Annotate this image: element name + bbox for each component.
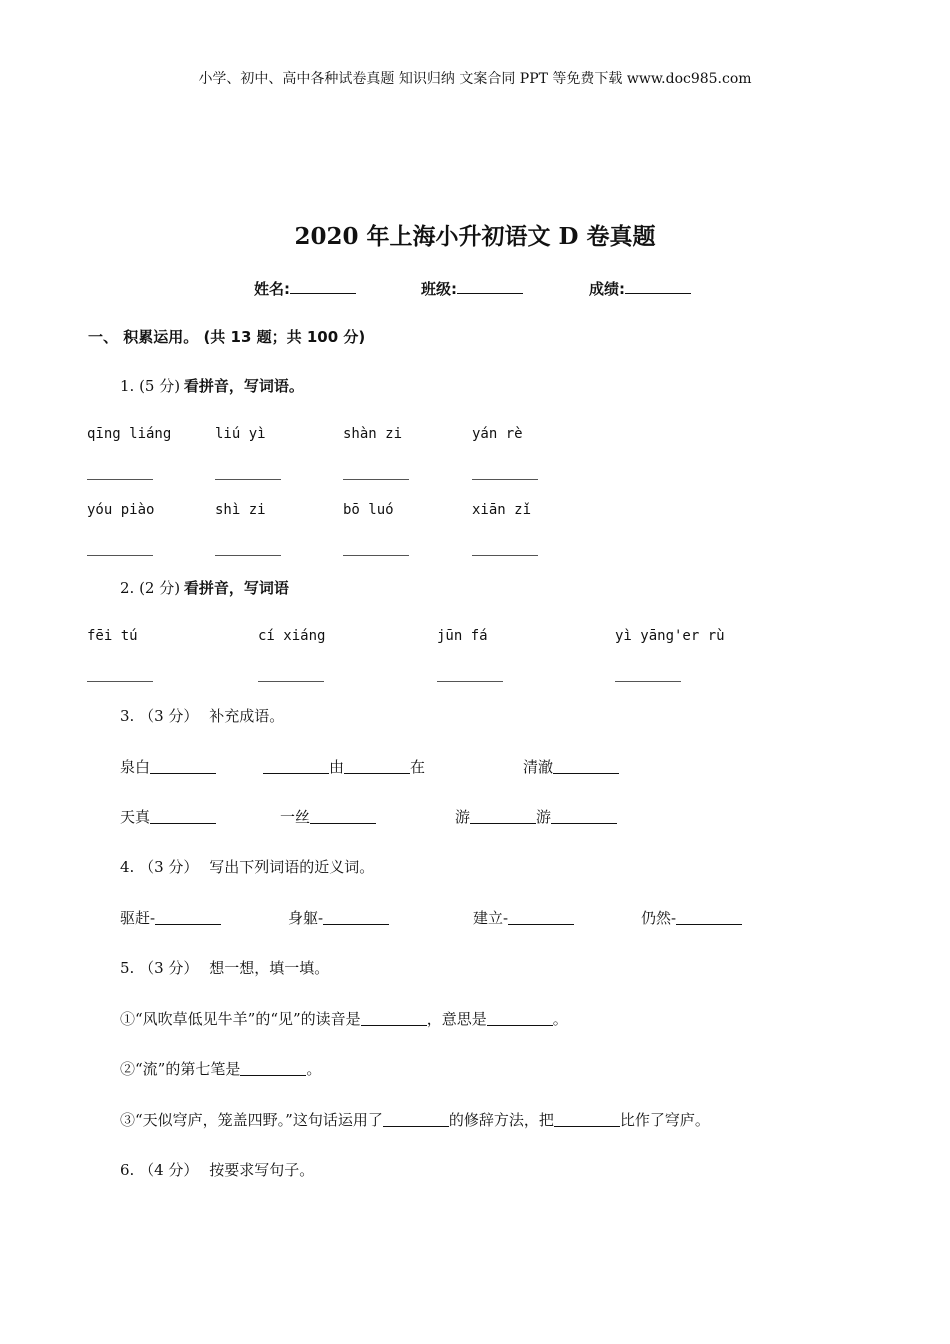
fill-line-3 — [120, 1109, 710, 1130]
answer-blank[interactable] — [554, 1125, 620, 1127]
pinyin-item: bō luó — [343, 502, 394, 518]
answer-blank[interactable] — [553, 772, 619, 774]
idiom-item — [120, 756, 216, 777]
fill-line-2 — [120, 1058, 321, 1079]
pinyin-item: yán rè — [472, 426, 523, 442]
question-1-heading — [120, 375, 304, 396]
question-6-heading — [120, 1159, 314, 1180]
pinyin-item: fēi tú — [87, 628, 138, 644]
idiom-text: 天真 — [120, 808, 151, 826]
answer-blank[interactable] — [215, 478, 281, 480]
pinyin-item: shàn zi — [343, 426, 403, 442]
synonym-word: 身躯- — [288, 909, 324, 927]
question-4-number: 4. （3 分） — [120, 858, 199, 876]
synonym-word: 建立- — [473, 909, 509, 927]
answer-blank[interactable] — [551, 822, 617, 824]
fill-text: ②“流”的第七笔是 — [120, 1060, 241, 1078]
idiom-text: 由 — [329, 758, 345, 776]
pinyin-item: yì yāng'er rù — [615, 628, 725, 644]
synonym-word: 驱赶- — [120, 909, 156, 927]
answer-blank[interactable] — [383, 1125, 449, 1127]
idiom-text: 一丝 — [280, 808, 311, 826]
answer-blank[interactable] — [155, 923, 221, 925]
score-field — [589, 278, 691, 299]
answer-blank[interactable] — [343, 554, 409, 556]
question-2-text: 看拼音，写词语 — [183, 579, 289, 597]
answer-blank[interactable] — [215, 554, 281, 556]
name-blank[interactable] — [290, 292, 356, 294]
answer-blank[interactable] — [615, 680, 681, 682]
fill-text: ，意思是 — [426, 1010, 487, 1028]
answer-blank[interactable] — [508, 923, 574, 925]
answer-blank[interactable] — [361, 1024, 427, 1026]
pinyin-item: qīng liáng — [87, 426, 172, 442]
synonym-item — [288, 907, 389, 928]
score-blank[interactable] — [625, 292, 691, 294]
question-5-number: 5. （3 分） — [120, 959, 199, 977]
answer-blank[interactable] — [87, 478, 153, 480]
fill-line-1 — [120, 1008, 568, 1029]
question-1-text: 看拼音，写词语。 — [183, 377, 304, 395]
question-1-number: 1. (5 分) — [120, 377, 181, 395]
pinyin-item: yóu piào — [87, 502, 155, 518]
name-label: 姓名: — [254, 280, 290, 298]
answer-blank[interactable] — [150, 822, 216, 824]
pinyin-item: cí xiáng — [258, 628, 326, 644]
answer-blank[interactable] — [344, 772, 410, 774]
name-field — [254, 278, 356, 299]
idiom-item — [263, 756, 425, 777]
answer-blank[interactable] — [343, 478, 409, 480]
answer-blank[interactable] — [87, 680, 153, 682]
answer-blank[interactable] — [470, 822, 536, 824]
question-3-text: 补充成语。 — [209, 707, 285, 725]
question-3-heading — [120, 705, 284, 726]
fill-text: 比作了穹庐。 — [619, 1111, 710, 1129]
fill-text: 。 — [552, 1010, 568, 1028]
answer-blank[interactable] — [323, 923, 389, 925]
section-heading: 一、 积累运用。 (共 13 题；共 100 分) — [88, 328, 366, 346]
score-label: 成绩: — [589, 280, 625, 298]
fill-text: ①“风吹草低见牛羊”的“见”的读音是 — [120, 1010, 361, 1028]
pinyin-item: shì zi — [215, 502, 266, 518]
answer-blank[interactable] — [487, 1024, 553, 1026]
fill-text: ③“天似穹庐，笼盖四野。”这句话运用了 — [120, 1111, 383, 1129]
idiom-item — [280, 806, 376, 827]
question-2-heading — [120, 577, 289, 598]
idiom-item — [455, 806, 617, 827]
page-header: 小学、初中、高中各种试卷真题 知识归纳 文案合同 PPT 等免费下载 www.doc985.com — [198, 71, 752, 87]
answer-blank[interactable] — [472, 478, 538, 480]
idiom-text: 在 — [410, 758, 426, 776]
page-title: 2020 年上海小升初语文 D 卷真题 — [294, 223, 656, 250]
synonym-item — [641, 907, 742, 928]
idiom-text: 清澈 — [523, 758, 554, 776]
answer-blank[interactable] — [150, 772, 216, 774]
synonym-word: 仍然- — [641, 909, 677, 927]
class-label: 班级: — [421, 280, 457, 298]
answer-blank[interactable] — [240, 1074, 306, 1076]
class-blank[interactable] — [457, 292, 523, 294]
answer-blank[interactable] — [472, 554, 538, 556]
question-4-text: 写出下列词语的近义词。 — [209, 858, 375, 876]
synonym-item — [473, 907, 574, 928]
idiom-item — [120, 806, 216, 827]
idiom-item — [523, 756, 619, 777]
class-field — [421, 278, 523, 299]
question-5-text: 想一想，填一填。 — [209, 959, 330, 977]
idiom-text: 游 — [455, 808, 471, 826]
pinyin-item: jūn fá — [437, 628, 488, 644]
answer-blank[interactable] — [676, 923, 742, 925]
question-3-number: 3. （3 分） — [120, 707, 199, 725]
question-5-heading — [120, 957, 329, 978]
idiom-text: 游 — [536, 808, 552, 826]
answer-blank[interactable] — [437, 680, 503, 682]
question-2-number: 2. (2 分) — [120, 579, 181, 597]
question-4-heading — [120, 856, 374, 877]
fill-text: 的修辞方法，把 — [448, 1111, 554, 1129]
answer-blank[interactable] — [310, 822, 376, 824]
idiom-text: 泉白 — [120, 758, 151, 776]
synonym-item — [120, 907, 221, 928]
fill-text: 。 — [306, 1060, 322, 1078]
answer-blank[interactable] — [258, 680, 324, 682]
question-6-number: 6. （4 分） — [120, 1161, 199, 1179]
answer-blank[interactable] — [263, 772, 329, 774]
answer-blank[interactable] — [87, 554, 153, 556]
pinyin-item: xiān zǐ — [472, 502, 532, 518]
question-6-text: 按要求写句子。 — [209, 1161, 315, 1179]
pinyin-item: liú yì — [215, 426, 266, 442]
